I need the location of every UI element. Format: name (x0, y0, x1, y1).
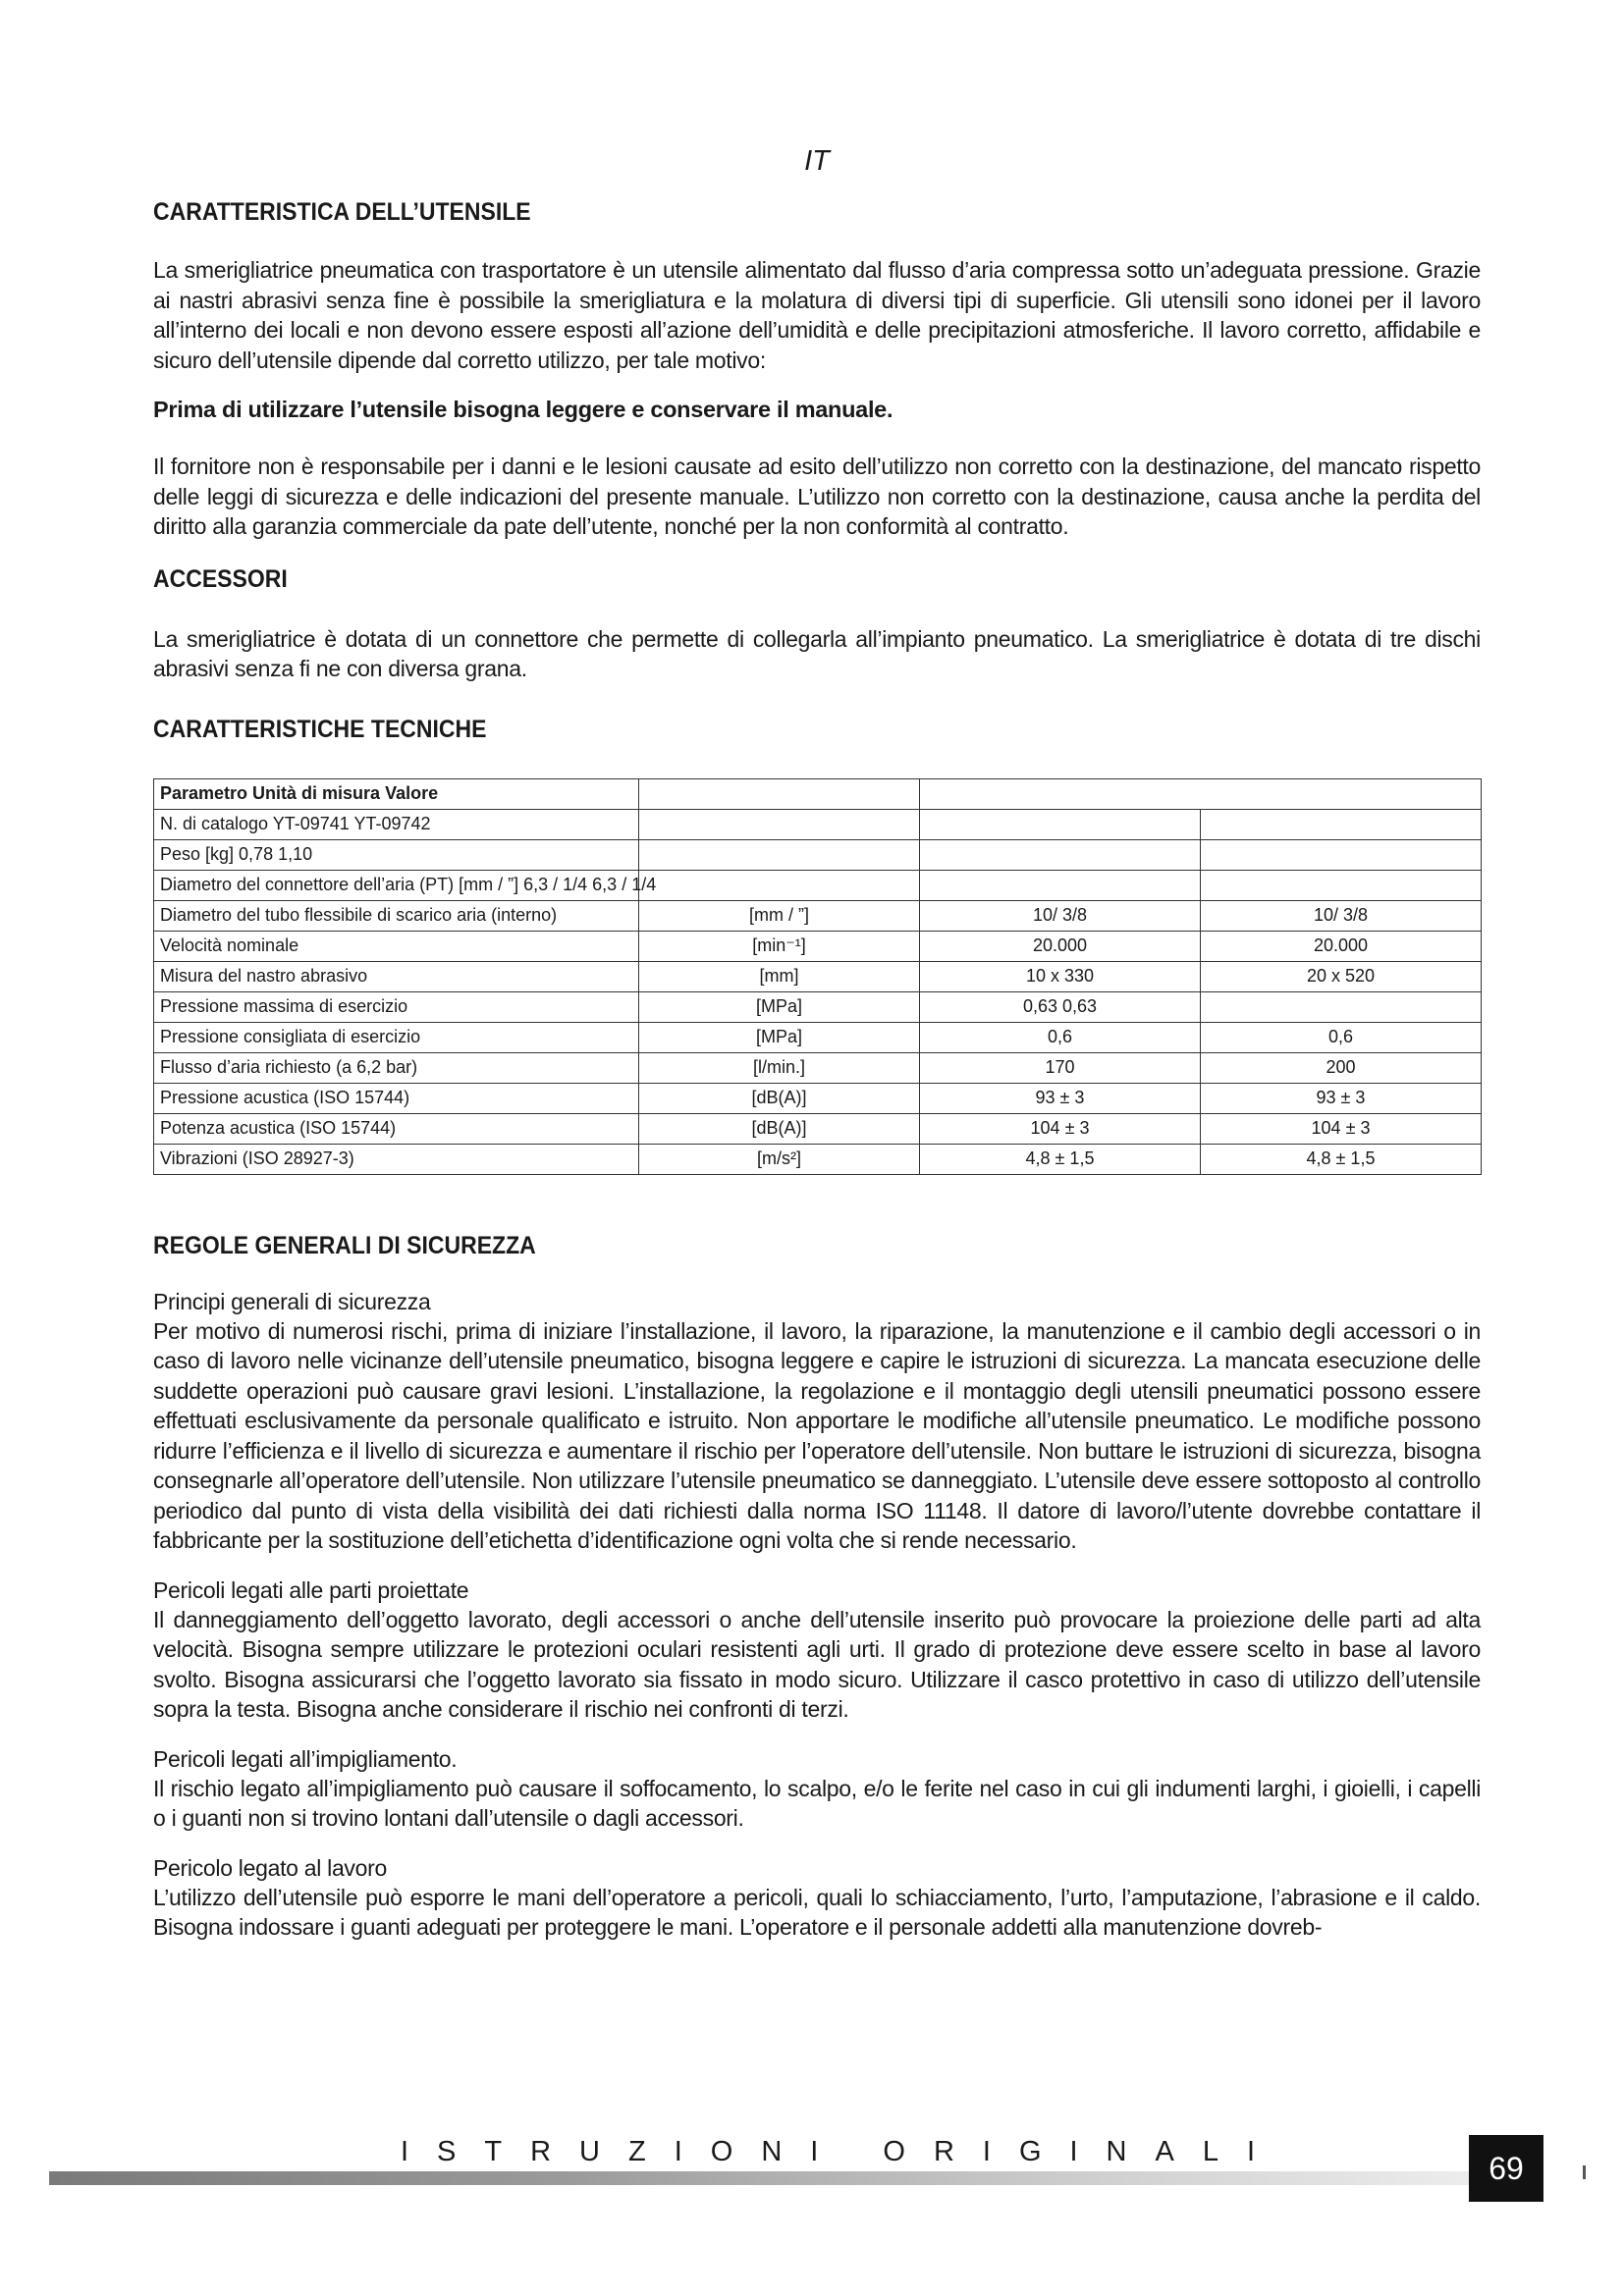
table-cell-value: 104 ± 3 (920, 1113, 1201, 1144)
table-cell-value: 20 x 520 (1201, 961, 1482, 991)
subsection-title-lavoro: Pericolo legato al lavoro (153, 1854, 387, 1881)
table-row (154, 961, 1482, 991)
table-cell-unit: [MPa] (639, 991, 920, 1022)
page-content (153, 192, 1481, 1943)
table-cell-peso: Peso [kg] 0,78 1,10 (154, 839, 639, 870)
subsection-title-proiettate: Pericoli legati alle parti proiettate (153, 1576, 469, 1603)
table-cell-value: 10 x 330 (920, 961, 1201, 991)
table-cell-unit: [mm / ”] (639, 900, 920, 931)
paragraph-lavoro: L’utilizzo dell’utensile può esporre le mani dell’operatore a pericoli, quali lo schiacciamento, l’urto, l’amputazione, l’abrasione e il caldo. Bisogna indossare i guanti adeguati per proteggere le mani. L’operatore e il personale addetti alla manutenzione dovreb- (153, 1884, 1481, 1940)
table-cell-param: Pressione massima di esercizio (154, 991, 639, 1022)
table-cell-value: 93 ± 3 (920, 1083, 1201, 1113)
paragraph-accessori: La smerigliatrice è dotata di un connettore che permette di collegarla all’impianto pneumatico. La smerigliatrice è dotata di tre dischi abrasivi senza fi ne con diversa grana. (153, 625, 1481, 681)
table-cell-param: Potenza acustica (ISO 15744) (154, 1113, 639, 1144)
table-cell-param: Pressione acustica (ISO 15744) (154, 1083, 639, 1113)
table-row (154, 1144, 1482, 1174)
paragraph-proiettate: Il danneggiamento dell’oggetto lavorato, degli accessori o anche dell’utensile inserito può provocare la proiezione delle parti ad alta velocità. Bisogna sempre utilizzare le protezioni oculari resistenti agli urti. Il grado di protezione deve essere scelto in base al lavoro svolto. Bisogna assicurarsi che l’oggetto lavorato sia fissato in modo sicuro. Utilizzare il casco protettivo in caso di utilizzo dell’utensile sopra la testa. Bisogna anche considerare il rischio nei confronti di terzi. (153, 1606, 1481, 1722)
table-cell-unit: [MPa] (639, 1022, 920, 1052)
table-cell-unit: [l/min.] (639, 1052, 920, 1083)
paragraph-impigliamento: Il rischio legato all’impigliamento può causare il soffocamento, lo scalpo, e/o le ferite nel caso in cui gli indumenti larghi, i gioielli, i capelli o i guanti non si trovino lontani dall’utensile o dagli accessori. (153, 1775, 1481, 1831)
table-cell-unit: [m/s²] (639, 1144, 920, 1174)
important-note: Prima di utilizzare l’utensile bisogna leggere e conservare il manuale. (153, 397, 893, 422)
specs-table (153, 778, 1482, 1175)
table-row (154, 931, 1482, 961)
footer-title: ISTRUZIONI ORIGINALI (401, 2136, 1284, 2167)
subsection-title-impigliamento: Pericoli legati all’impigliamento. (153, 1745, 458, 1772)
page-number: 69 (1469, 2135, 1543, 2202)
footer-tick-mark (1583, 2165, 1586, 2179)
table-cell-param: Diametro del tubo flessibile di scarico aria (interno) (154, 900, 639, 931)
table-cell-param: Flusso d’aria richiesto (a 6,2 bar) (154, 1052, 639, 1083)
table-cell-value: 20.000 (920, 931, 1201, 961)
section-title-caratteristica: CARATTERISTICA DELL’UTENSILE (153, 198, 531, 226)
table-cell-value (1201, 991, 1482, 1022)
table-cell-param: Pressione consigliata di esercizio (154, 1022, 639, 1052)
paragraph-caratteristica-2: Il fornitore non è responsabile per i danni e le lesioni causate ad esito dell’utilizzo non corretto con la destinazione, del mancato rispetto delle leggi di sicurezza e delle indicazioni del presente manuale. L’utilizzo non corretto con la destinazione, causa anche la perdita del diritto alla garanzia commerciale da pate dell’utente, nonché per la non conformità al contratto. (153, 454, 1481, 539)
table-row (154, 1052, 1482, 1083)
table-cell-value: 0,6 (920, 1022, 1201, 1052)
table-row (154, 991, 1482, 1022)
subsection-title-principi: Principi generali di sicurezza (153, 1288, 431, 1314)
table-cell-value: 0,6 (1201, 1022, 1482, 1052)
table-cell-value: 4,8 ± 1,5 (920, 1144, 1201, 1174)
table-cell-value: 4,8 ± 1,5 (1201, 1144, 1482, 1174)
section-title-sicurezza: REGOLE GENERALI DI SICUREZZA (153, 1231, 536, 1259)
table-cell-unit: [dB(A)] (639, 1083, 920, 1113)
table-cell-value: 0,63 0,63 (920, 991, 1201, 1022)
table-cell-catalog: N. di catalogo YT-09741 YT-09742 (154, 809, 639, 839)
table-cell-unit: [dB(A)] (639, 1113, 920, 1144)
language-code: IT (804, 145, 830, 177)
table-cell-value: 200 (1201, 1052, 1482, 1083)
table-cell-param: Vibrazioni (ISO 28927-3) (154, 1144, 639, 1174)
table-cell-value: 10/ 3/8 (1201, 900, 1482, 931)
table-cell-param: Misura del nastro abrasivo (154, 961, 639, 991)
footer-gradient-bar (49, 2171, 1542, 2185)
table-row (154, 1022, 1482, 1052)
table-row (154, 900, 1482, 931)
table-row (154, 809, 1482, 839)
table-row (154, 1113, 1482, 1144)
paragraph-principi: Per motivo di numerosi rischi, prima di iniziare l’installazione, il lavoro, la riparazione, la manutenzione e il cambio degli accessori o in caso di lavoro nelle vicinanze dell’utensile pneumatico, bisogna leggere e capire le istruzioni di sicurezza. La mancata esecuzione delle suddette operazioni può causare gravi lesioni. L’installazione, la regolazione e il montaggio degli utensili pneumatici possono essere effettuati esclusivamente da personale qualificato e istruito. Non apportare le modifiche all’utensile pneumatico. Le modifiche possono ridurre l’efficienza e il livello di sicurezza e aumentare il rischio per l’operatore dell’utensile. Non buttare le istruzioni di sicurezza, bisogna consegnarle all’operatore dell’utensile. Non utilizzare l’utensile pneumatico se danneggiato. L’utensile deve essere sottoposto al controllo periodico dal punto di vista della visibilità dei dati richiesti dalla norma ISO 11148. Il datore di lavoro/l’utente dovrebbe contattare il fabbricante per la sostituzione dell’etichetta d’identificazione ogni volta che si rende necessario. (153, 1317, 1481, 1553)
table-cell-value: 170 (920, 1052, 1201, 1083)
table-row (154, 1083, 1482, 1113)
table-cell-value: 104 ± 3 (1201, 1113, 1482, 1144)
table-cell-value: 20.000 (1201, 931, 1482, 961)
table-cell-unit: [min⁻¹] (639, 931, 920, 961)
table-row (154, 778, 1482, 809)
table-cell-value: 93 ± 3 (1201, 1083, 1482, 1113)
section-title-tecniche: CARATTERISTICHE TECNICHE (153, 715, 487, 743)
table-row (154, 839, 1482, 870)
table-header-cell: Parametro Unità di misura Valore (154, 778, 639, 809)
table-cell-param: Velocità nominale (154, 931, 639, 961)
table-cell-unit: [mm] (639, 961, 920, 991)
table-cell-diam-conn: Diametro del connettore dell’aria (PT) [mm / ”] 6,3 / 1/4 6,3 / 1/4 (154, 870, 639, 900)
table-cell-value: 10/ 3/8 (920, 900, 1201, 931)
paragraph-caratteristica-1: La smerigliatrice pneumatica con trasportatore è un utensile alimentato dal flusso d’aria compressa sotto un’adeguata pressione. Grazie ai nastri abrasivi senza fine è possibile la smerigliatura e la molatura di diversi tipi di superficie. Gli utensili sono idonei per il lavoro all’interno dei locali e non devono essere esposti all’azione dell’umidità e delle precipitazioni atmosferiche. Il lavoro corretto, affidabile e sicuro dell’utensile dipende dal corretto utilizzo, per tale motivo: (153, 257, 1481, 373)
table-row (154, 870, 1482, 900)
section-title-accessori: ACCESSORI (153, 564, 288, 593)
